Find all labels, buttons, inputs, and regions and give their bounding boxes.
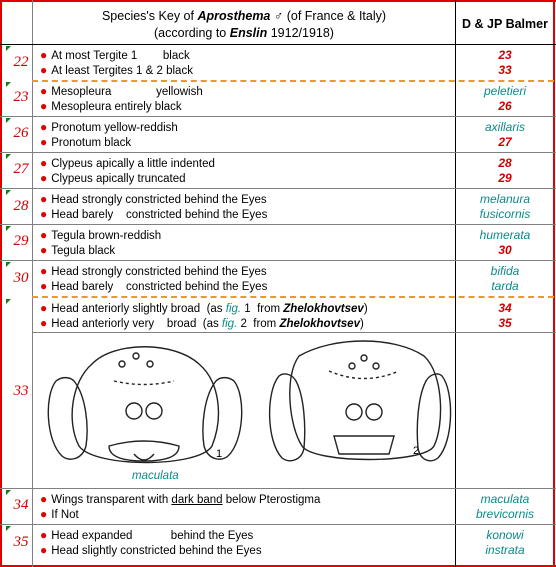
bullet-icon: ● [40, 507, 48, 521]
couplet-number: 34 [13, 497, 29, 513]
couplet-number: 28 [13, 198, 29, 214]
result-link[interactable]: 28 [498, 156, 512, 170]
couplet-line: ● Tegula brown-reddish [40, 228, 162, 242]
couplet-line: ● If Not [40, 507, 79, 521]
couplet-line: ● Head anteriorly very broad (as fig. 2 from Zhelokhovtsev) [40, 316, 364, 330]
couplet-line: ● Clypeus apically truncated [40, 171, 186, 185]
figure-label: 1 [216, 448, 223, 460]
species-result: bifida [490, 264, 520, 278]
couplet-number: 23 [13, 89, 29, 105]
figure-label: 2 [413, 445, 420, 457]
couplet-number: 26 [13, 125, 29, 141]
result-link[interactable]: 34 [498, 301, 512, 315]
couplet-line: ● Head anteriorly slightly broad (as fig. 1 from Zhelokhovtsev) [40, 301, 368, 315]
bullet-icon: ● [40, 301, 48, 315]
species-result: peletieri [483, 84, 527, 98]
couplet-line: ● At most Tergite 1 black [40, 48, 190, 62]
top-border [0, 0, 556, 2]
result-link[interactable]: 26 [498, 99, 512, 113]
species-result: melanura [479, 192, 531, 206]
bullet-icon: ● [40, 279, 48, 293]
result-link[interactable]: 33 [498, 63, 512, 77]
bullet-icon: ● [40, 171, 48, 185]
species-result: tarda [491, 279, 519, 293]
figure-caption: maculata [132, 470, 179, 482]
couplet-line: ● Head strongly constricted behind the Eyes [40, 192, 267, 206]
species-result: fusicornis [479, 207, 531, 221]
bullet-icon: ● [40, 192, 48, 206]
bullet-icon: ● [40, 63, 48, 77]
couplet-number: 30 [13, 270, 29, 286]
author-column-header: D & JP Balmer [462, 17, 548, 31]
couplet-line: ● Mesopleura yellowish [40, 84, 203, 98]
couplet-number: 33 [13, 383, 29, 399]
couplet-line: ● Head barely constricted behind the Eyes [40, 279, 268, 293]
couplet-line: ● Tegula black [40, 243, 116, 257]
species-result: konowi [486, 528, 524, 542]
bullet-icon: ● [40, 135, 48, 149]
couplet-line: ● Clypeus apically a little indented [40, 156, 215, 170]
bullet-icon: ● [40, 543, 48, 557]
couplet-line: ● Wings transparent with dark band below Pterostigma [40, 492, 321, 506]
couplet-number: 27 [13, 161, 29, 177]
species-result: instrata [485, 543, 525, 557]
bullet-icon: ● [40, 48, 48, 62]
bullet-icon: ● [40, 228, 48, 242]
head-figure-2 [270, 341, 451, 461]
bullet-icon: ● [40, 120, 48, 134]
head-figure-1 [48, 347, 241, 463]
bullet-icon: ● [40, 528, 48, 542]
couplet-line: ● Head barely constricted behind the Eyes [40, 207, 268, 221]
bullet-icon: ● [40, 243, 48, 257]
couplet-number: 22 [13, 54, 29, 70]
species-result: axillaris [484, 120, 525, 134]
species-result: humerata [479, 228, 531, 242]
species-result: brevicornis [475, 507, 535, 521]
bullet-icon: ● [40, 99, 48, 113]
bullet-icon: ● [40, 492, 48, 506]
bullet-icon: ● [40, 264, 48, 278]
couplet-line: ● Pronotum yellow-reddish [40, 120, 178, 134]
couplet-line: ● Head strongly constricted behind the Eyes [40, 264, 267, 278]
result-link[interactable]: 30 [498, 243, 512, 257]
result-link[interactable]: 29 [498, 171, 512, 185]
couplet-line: ● Mesopleura entirely black [40, 99, 182, 113]
bullet-icon: ● [40, 316, 48, 330]
couplet-line: ● At least Tergites 1 & 2 black [40, 63, 193, 77]
couplet-line: ● Pronotum black [40, 135, 132, 149]
bullet-icon: ● [40, 84, 48, 98]
result-link[interactable]: 35 [498, 316, 512, 330]
head-illustration [34, 336, 454, 486]
couplet-number: 29 [13, 233, 29, 249]
table-title: Species's Key of Aprosthema ♂ (of France & Italy) (according to Enslin 1912/1918) [101, 9, 387, 40]
species-result: maculata [480, 492, 530, 506]
result-link[interactable]: 23 [498, 48, 512, 62]
bullet-icon: ● [40, 207, 48, 221]
left-border [0, 0, 2, 567]
couplet-line: ● Head expanded behind the Eyes [40, 528, 254, 542]
result-link[interactable]: 27 [498, 135, 512, 149]
couplet-number: 35 [13, 534, 29, 550]
couplet-line: ● Head slightly constricted behind the Eyes [40, 543, 262, 557]
bullet-icon: ● [40, 156, 48, 170]
